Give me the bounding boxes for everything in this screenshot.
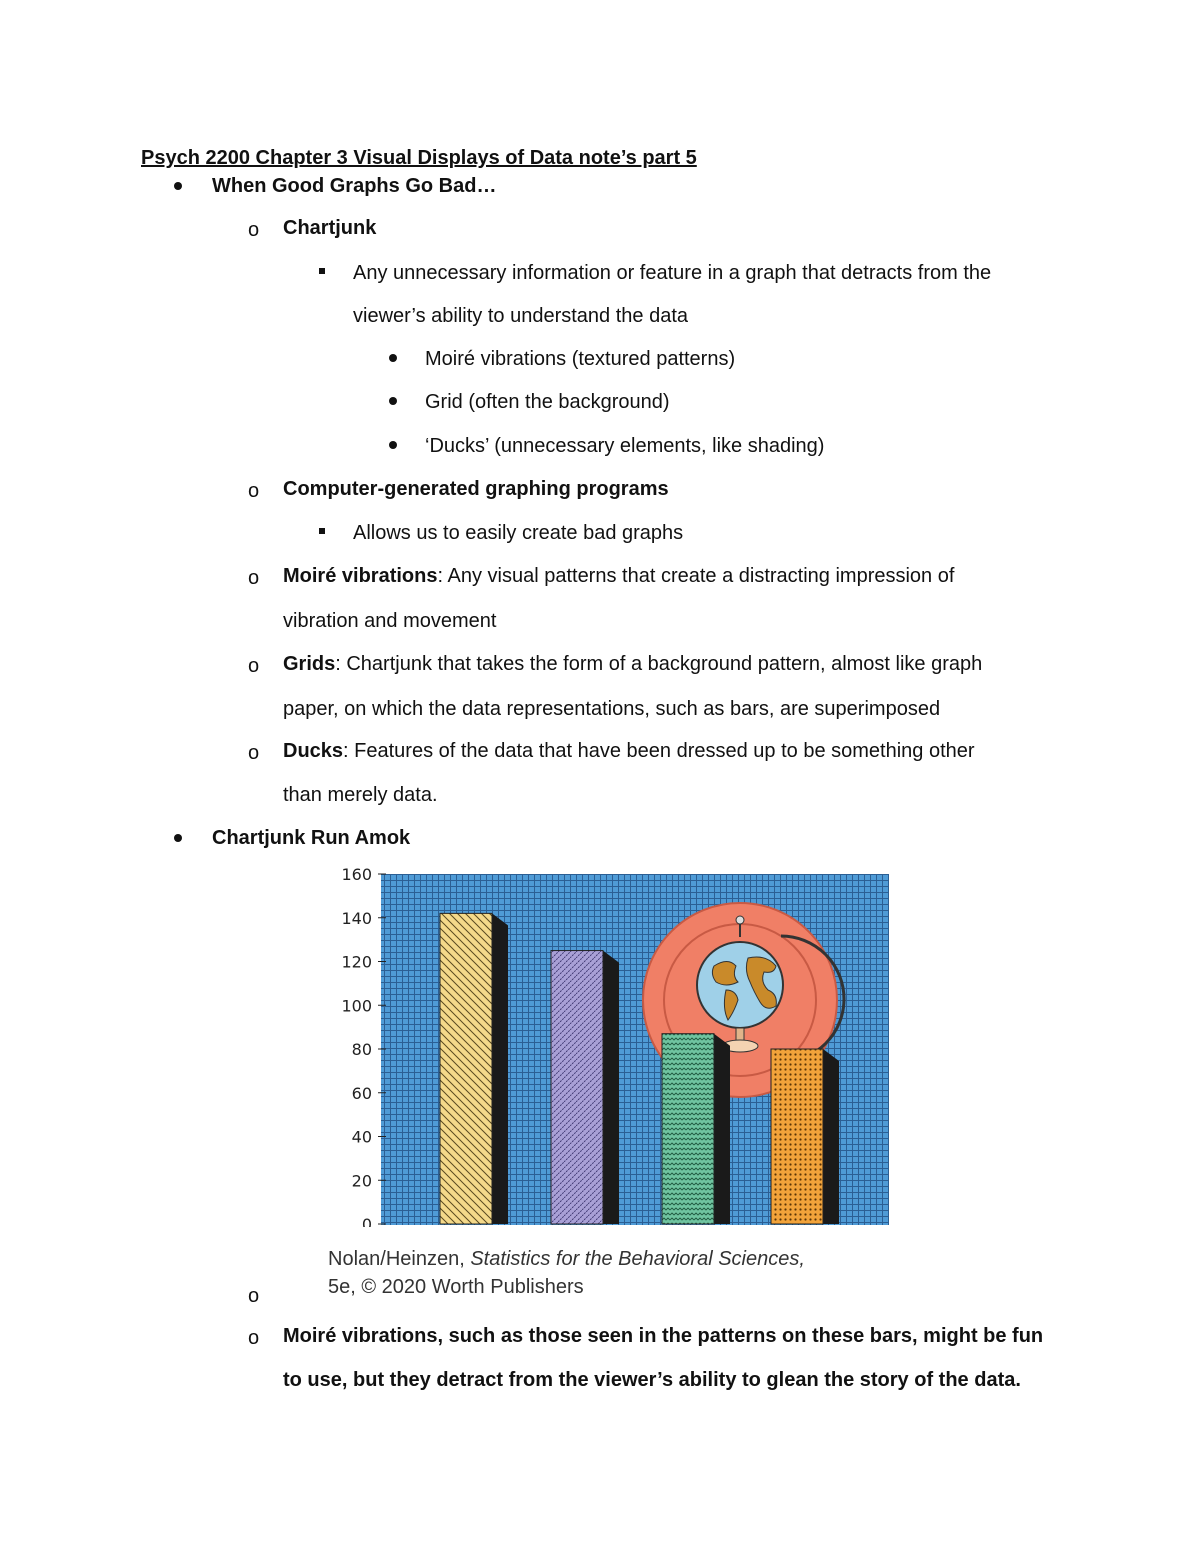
y-tick-label: 140 (341, 908, 372, 928)
y-tick-label: 20 (351, 1171, 372, 1191)
bullet-dot (389, 397, 397, 405)
ducks-line2: than merely data. (283, 784, 438, 806)
chartjunk-def-line2: viewer’s ability to understand the data (353, 305, 689, 327)
bar (440, 913, 492, 1224)
bullet-square (319, 528, 325, 534)
y-tick-label: 0 (361, 1215, 372, 1227)
bullet-dot (389, 354, 397, 362)
grids-label: Grids (283, 653, 336, 675)
bullet-circle: o (248, 1327, 260, 1349)
ducks-label: Ducks (283, 740, 344, 762)
bullet-circle: o (248, 1285, 260, 1307)
chartjunk-sub1: Moiré vibrations (textured patterns) (425, 348, 736, 370)
bullet-circle: o (248, 219, 260, 241)
ducks-text: : Features of the data that have been dressed up to be something other (343, 740, 975, 762)
bullet-circle: o (248, 480, 260, 502)
moire-text: : Any visual patterns that create a distracting impression of (437, 565, 955, 587)
y-tick-label: 120 (341, 952, 372, 972)
ducks-line1 (283, 739, 975, 763)
moire-line1 (283, 564, 954, 588)
bullet-circle: o (248, 567, 260, 589)
bar (771, 1049, 823, 1224)
y-tick-label: 80 (351, 1040, 372, 1059)
heading-when-good-graphs: When Good Graphs Go Bad… (212, 175, 497, 197)
y-tick-label: 160 (341, 865, 372, 884)
y-tick-label: 100 (341, 996, 372, 1016)
bullet-dot (174, 834, 182, 842)
bar (551, 951, 603, 1224)
caption-book-title: Statistics for the Behavioral Sciences, (470, 1248, 805, 1270)
grids-line2: paper, on which the data representations, such as bars, are superimposed (283, 698, 941, 720)
chartjunk-def-line1: Any unnecessary information or feature in a graph that detracts from the (353, 262, 992, 284)
note-line2: to use, but they detract from the viewer’s ability to glean the story of the data. (283, 1369, 1021, 1391)
caption-authors: Nolan/Heinzen, (328, 1248, 471, 1270)
grids-text: : Chartjunk that takes the form of a background pattern, almost like graph (335, 653, 983, 675)
figure-caption-line1 (328, 1245, 805, 1273)
page-title: Psych 2200 Chapter 3 Visual Displays of Data note’s part 5 (141, 147, 697, 169)
bar (662, 1034, 714, 1224)
bullet-dot (389, 441, 397, 449)
bullet-square (319, 268, 325, 274)
bullet-circle: o (248, 742, 260, 764)
heading-chartjunk-run-amok: Chartjunk Run Amok (212, 827, 411, 849)
bar-shadow (823, 1049, 839, 1224)
note-line1: Moiré vibrations, such as those seen in the patterns on these bars, might be fun (283, 1325, 1044, 1347)
computer-sub1: Allows us to easily create bad graphs (353, 522, 684, 544)
chartjunk-label: Chartjunk (283, 217, 377, 239)
bar-shadow (603, 951, 619, 1224)
bullet-dot (174, 182, 182, 190)
chartjunk-sub2: Grid (often the background) (425, 391, 670, 413)
figure-caption-line2: 5e, © 2020 Worth Publishers (328, 1276, 584, 1298)
computer-label: Computer-generated graphing programs (283, 478, 669, 500)
chartjunk-bar-chart (318, 862, 893, 1227)
y-tick-label: 40 (351, 1127, 372, 1147)
chartjunk-sub3: ‘Ducks’ (unnecessary elements, like shading) (425, 435, 825, 457)
bar-shadow (714, 1034, 730, 1224)
moire-label: Moiré vibrations (283, 565, 438, 587)
bullet-circle: o (248, 655, 260, 677)
y-tick-label: 60 (351, 1083, 372, 1103)
moire-line2: vibration and movement (283, 610, 497, 632)
bar-shadow (492, 913, 508, 1224)
grids-line1 (283, 652, 982, 676)
chartjunk-figure (318, 862, 893, 1227)
